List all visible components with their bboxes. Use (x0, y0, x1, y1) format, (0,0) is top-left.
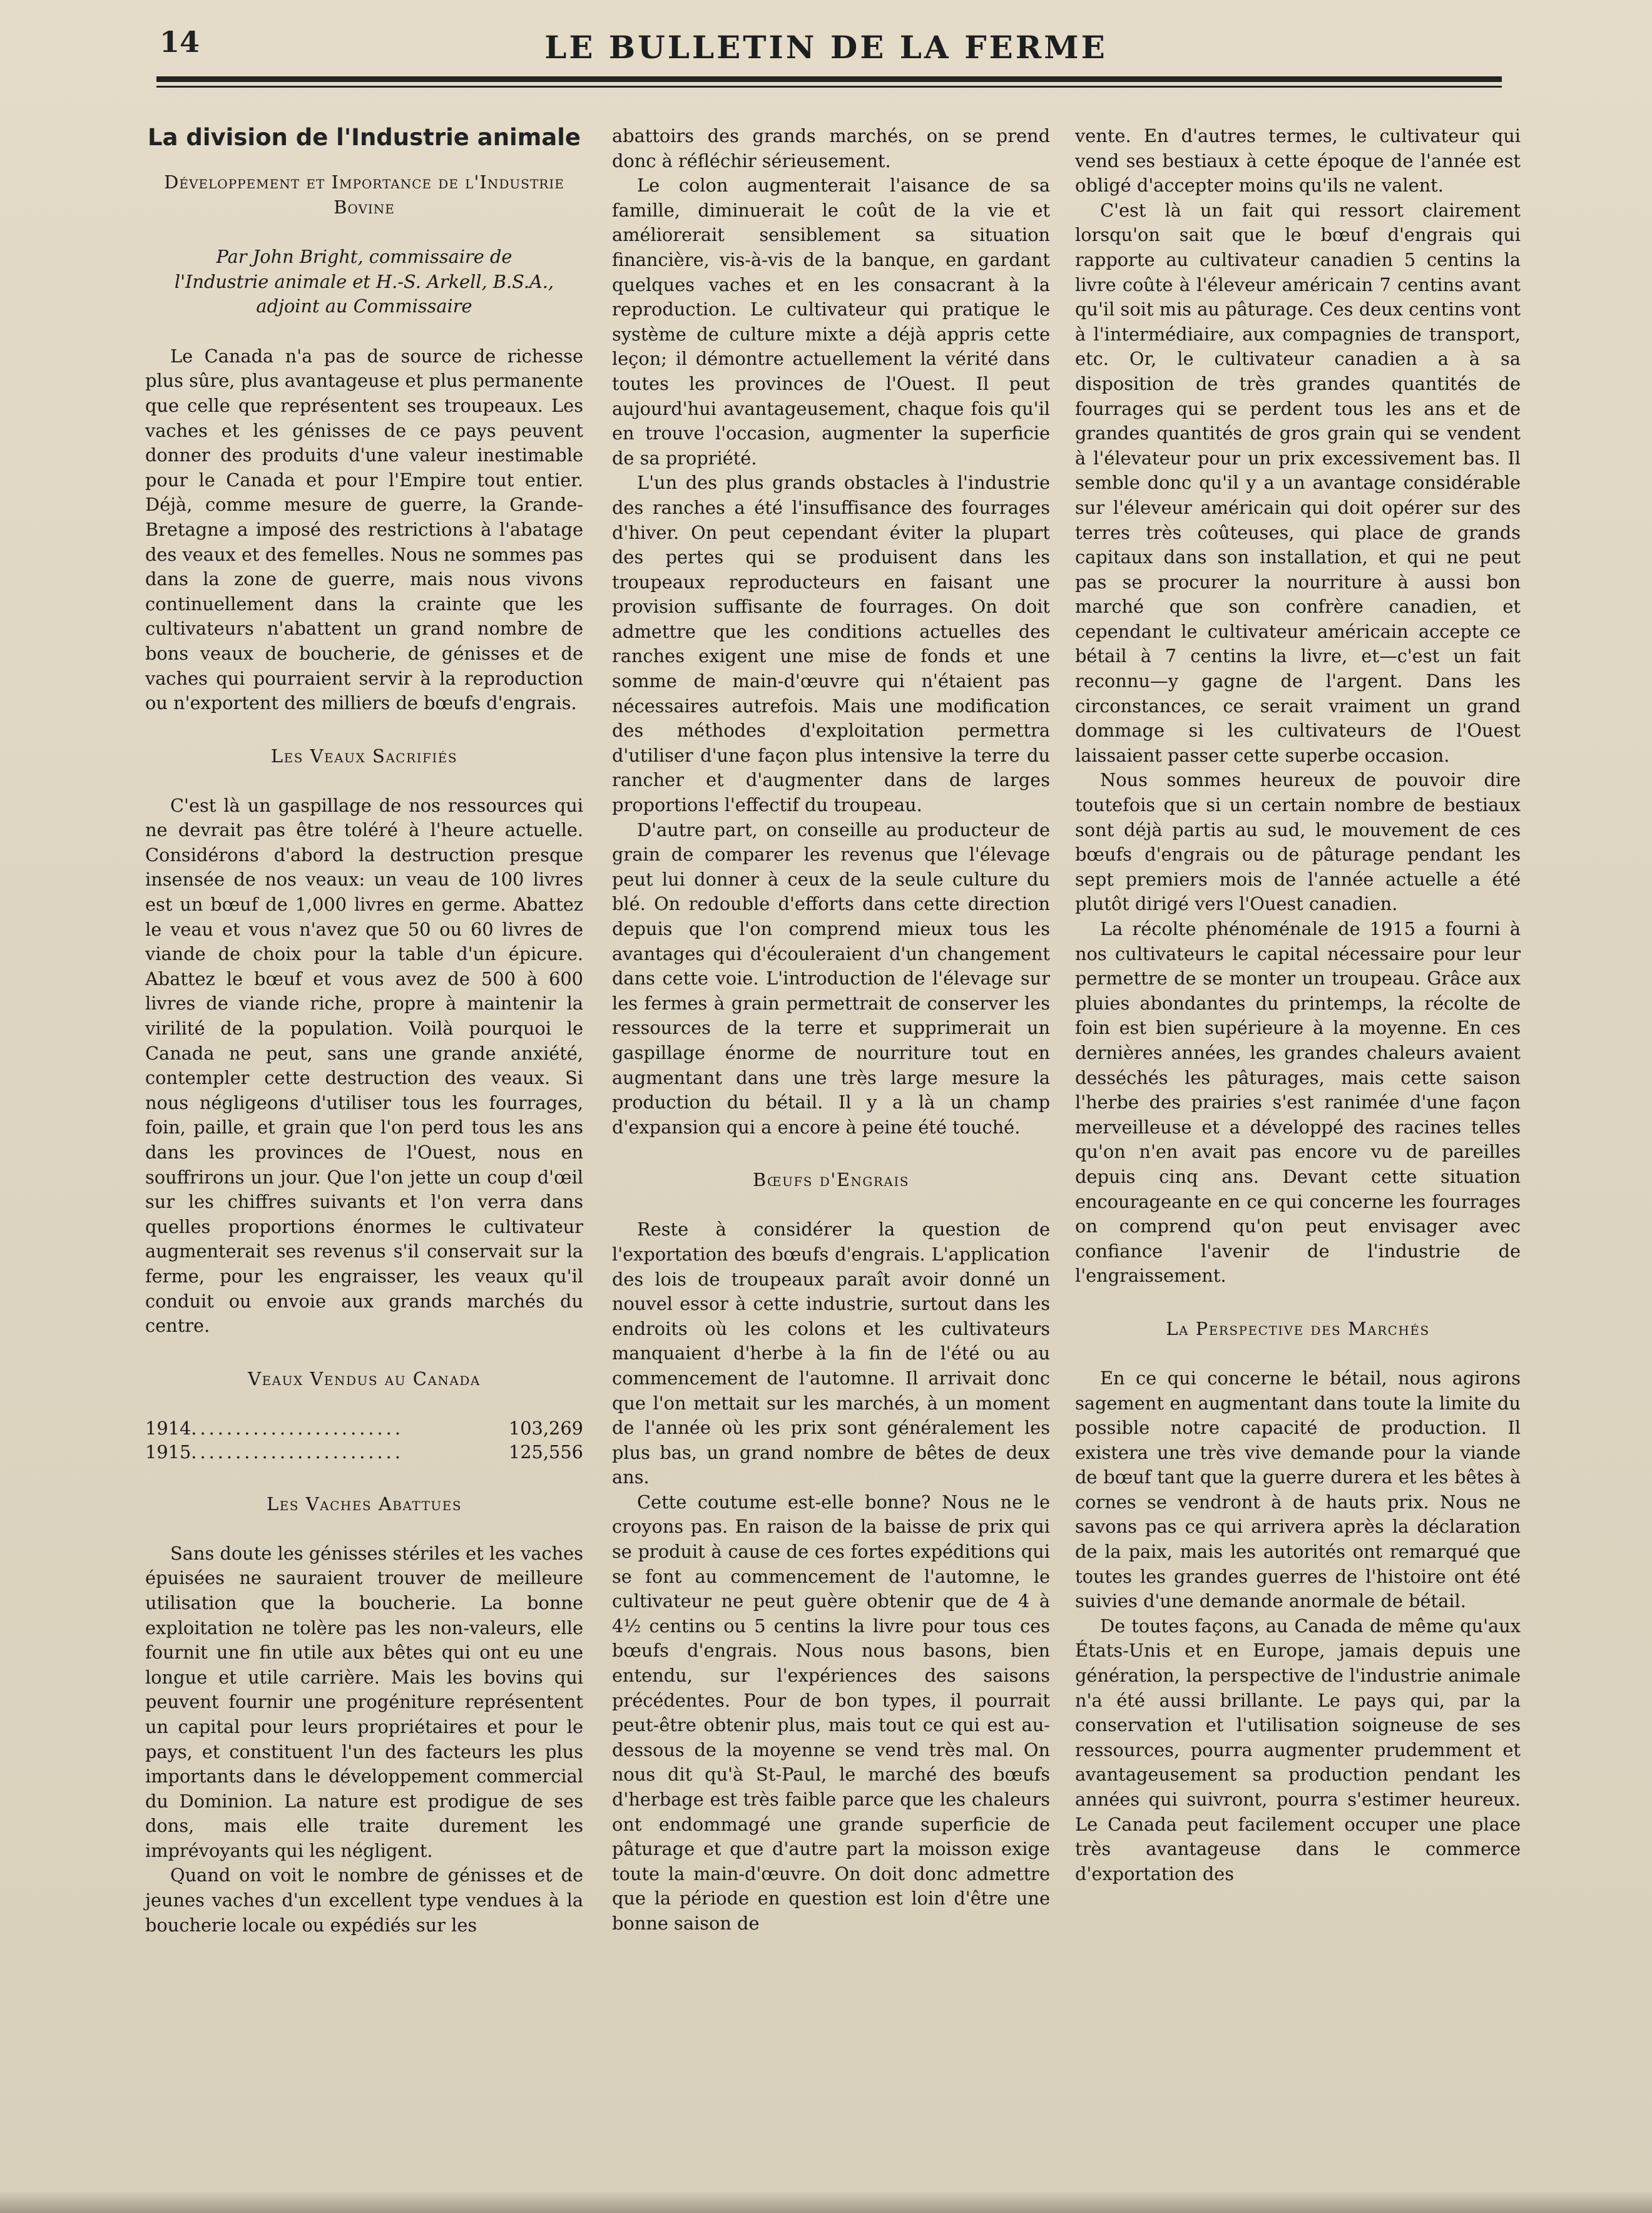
section-heading-veaux-vendus: Veaux Vendus au Canada (248, 1367, 481, 1389)
header-rule-thick (156, 76, 1502, 82)
paragraph-col3-4: La récolte phénoménale de 1915 a fourni à nos cultivateurs le capital nécessaire pour leur permettre de se monter un troupeau. Grâce aux pluies abondantes du printemps, la récolte de foin est bien supérieure à la moyenne. En ces dernières années, les grandes chaleurs avaient desséchés les pâturages, mais cette saison l'herbe des prairies s'est ranimée d'une façon merveilleuse et a développé des racines telles qu'on n'en avait pas encore vu de pareilles depuis cinq ans. Devant cette situation encourageante en ce qui concerne les fourrages on comprend qu'on peut envisager avec confiance l'avenir de l'industrie de l'engraissement. (1075, 918, 1521, 1287)
table-value: 125,556 (508, 1441, 583, 1463)
paragraph-col2-3: L'un des plus grands obstacles à l'industrie des ranches a été l'insuffisance des fourrages d'hiver. On peut cependant éviter la plupart des pertes qui se produisent dans les troupeaux reproducteurs en faisant une provision suffisante de fourrages. On doit admettre que les conditions actuelles des ranches exigent une mise de fonds et une somme de main-d'œuvre qui n'étaient pas nécessaires autrefois. Mais une modification des méthodes d'exploitation permettra d'utiliser d'une façon plus intensive la terre du rancher et d'augmenter dans de larges proportions l'effectif du troupeau. (612, 472, 1050, 816)
paragraph-perspective-2: De toutes façons, au Canada de même qu'aux États-Unis et en Europe, jamais depuis une génération, la perspective de l'industrie animale n'a été aussi brillante. Le pays qui, par la conservation et l'utilisation soigneuse de ses ressources, pourra augmenter prudemment et avantageusement sa production pendant les années qui suivront, pourra s'estimer heureux. Le Canada peut facilement occuper une place très avantageuse dans le commerce d'exportation des (1075, 1615, 1521, 1884)
column-2 (612, 124, 1050, 1936)
header-rule-thin (156, 86, 1502, 88)
page-number: 14 (160, 25, 200, 59)
section-heading-perspective: La Perspective des Marchés (1166, 1317, 1430, 1339)
paragraph-col2-2: Le colon augmenterait l'aisance de sa famille, diminuerait le coût de la vie et améliorerait sensiblement sa situation financière, vis-à-vis de la banque, en gardant quelques vaches et en les consacrant à la reproduction. Le cultivateur qui pratique le système de culture mixte a déjà appris cette leçon; il démontre actuellement la vérité dans toutes les provinces de l'Ouest. Il peut aujourd'hui avantageusement, chaque fois qu'il en trouve l'occasion, augmenter la superficie de sa propriété. (612, 175, 1050, 469)
table-value: 103,269 (508, 1417, 583, 1439)
paragraph-col2-4: D'autre part, on conseille au producteur de grain de comparer les revenus que l'élevage peut lui donner à ceux de la seule culture du blé. On redouble d'efforts dans cette direction depuis que l'on comprend mieux tous les avantages qui d'écouleraient d'un changement dans cette voie. L'introduction de l'élevage sur les fermes à grain permettrait de conserver les ressources de la terre et supprimerait un gaspillage énorme de nourriture tout en augmentant dans une très large mesure la production du bétail. Il y a là un champ d'expansion qui a encore à peine été touché. (612, 819, 1050, 1138)
paragraph-veaux-sacrifies: C'est là un gaspillage de nos ressources qui ne devrait pas être toléré à l'heure actuelle. Considérons d'abord la destruction presque insensée de nos veaux: un veau de 100 livres est un bœuf de 1,000 livres en germe. Abattez le veau et vous n'avez que 50 ou 60 livres de viande de choix pour la table d'un épicure. Abattez le bœuf et vous avez de 500 à 600 livres de viande riche, propre à maintenir la virilité de la population. Voilà pourquoi le Canada ne peut, sans une grande anxiété, contempler cette destruction des veaux. Si nous négligeons d'utiliser tous les fourrages, foin, paille, et grain que l'on perd tous les ans dans les provinces de l'Ouest, nous en souffrirons un jour. Que l'on jette un coup d'œil sur les chiffres suivants et l'on verra dans quelles proportions énormes le cultivateur augmenterait ses revenus s'il conservait sur la ferme, pour les engraisser, les veaux qu'il conduit ou envoie aux grands marchés du centre. (145, 794, 583, 1337)
paragraph-col3-2: C'est là un fait qui ressort clairement lorsqu'on sait que le bœuf d'engrais qui rapporte au cultivateur canadien 5 centins la livre coûte à l'éleveur américain 7 centins avant qu'il soit mis au pâturage. Ces deux centins vont à l'intermédiaire, aux compagnies de transport, etc. Or, le cultivateur canadien a à sa disposition de très grandes quantités de fourrages qui se perdent tous les ans et de grandes quantités de gros grain qui se vendent à l'élevateur pour un prix excessivement bas. Il semble donc qu'il y a un avantage considérable sur l'éleveur américain qui doit opérer sur des terres très coûteuses, qui place de grands capitaux dans son installation, et qui ne peut pas se procurer la nourriture à aussi bon marché que son confrère canadien, et cependant le cultivateur américain accepte ce bétail à 7 centins la livre, et—c'est un fait reconnu—y gagne de l'argent. Dans les circonstances, ce serait vraiment un grand dommage si les cultivateurs de l'Ouest laissaient passer cette superbe occasion. (1075, 199, 1521, 766)
paragraph-perspective-1: En ce qui concerne le bétail, nous agirons sagement en augmentant dans toute la limite du possible notre capacité de production. Il existera une très vive demande pour la viande de bœuf tant que la guerre durera et les bêtes à cornes se vendront à de hauts prix. Nous ne savons pas ce qui arrivera après la déclaration de la paix, mais les autorités ont remarqué que toutes les grandes guerres de l'histoire ont été suivies d'une demande anormale de bétail. (1075, 1367, 1521, 1612)
paragraph-vaches-abattues-1: Sans doute les génisses stériles et les vaches épuisées ne sauraient trouver de meilleure utilisation que la boucherie. La bonne exploitation ne tolère pas les non-valeurs, elle fournit une fin utile aux bêtes qui ont eu une longue et utile carrière. Mais les bovins qui peuvent fournir une progéniture représentent un capital pour leurs propriétaires et pour le pays, et constituent l'un des facteurs les plus importants dans le développement commercial du Dominion. La nature est prodigue de ses dons, mais elle traite durement les imprévoyants qui les négligent. (145, 1542, 583, 1861)
paragraph-boeufs-2: Cette coutume est-elle bonne? Nous ne le croyons pas. En raison de la baisse de prix qui se produit à cause de ces fortes expéditions qui se font au commencement de l'automne, le cultivateur ne peut guère obtenir que de 4 à 4½ centins ou 5 centins la livre pour tous ces bœufs d'engrais. Nous nous basons, bien entendu, sur l'expériences des saisons précédentes. Pour de bon types, il pourrait peut-être obtenir plus, mais tout ce qui est au-dessous de la moyenne se vend très mal. On nous dit qu'à St-Paul, le marché des bœufs d'herbage est très faible parce que les chaleurs ont endommagé une grande superficie de pâturage et que d'autre part la moisson exige toute la main-d'œuvre. On doit donc admettre que la période en question est loin d'être une bonne saison de (612, 1491, 1050, 1934)
column-3 (1075, 124, 1521, 1886)
article-byline: Par John Bright, commissaire de l'Industrie animale et H.-S. Arkell, B.S.A., adjoint au Commissaire (174, 246, 554, 317)
article-subtitle: Développement et Importance de l'Industrie Bovine (164, 171, 564, 218)
article-title: La division de l'Industrie animale (147, 124, 581, 151)
paragraph-boeufs-1: Reste à considérer la question de l'exportation des bœufs d'engrais. L'application des lois de troupeaux paraît avoir donné un nouvel essor à cette industrie, surtout dans les endroits où les colons et les cultivateurs manquaient d'herbe à la fin de l'été ou au commencement de l'automne. Il arrivait donc que l'on mettait sur les marchés, à un moment de l'année où les prix sont généralement les plus bas, un grand nombre de bêtes de deux ans. (612, 1219, 1050, 1488)
section-heading-boeufs-engrais: Bœufs d'Engrais (753, 1169, 909, 1191)
paragraph-intro: Le Canada n'a pas de source de richesse plus sûre, plus avantageuse et plus permanente que celle que représentent ses troupeaux. Les vaches et les génisses de ce pays peuvent donner des produits d'une valeur inestimable pour le Canada et pour l'Empire tout entier. Déjà, comme mesure de guerre, la Grande-Bretagne a imposé des restrictions à l'abatage des veaux et des femelles. Nous ne sommes pas dans la zone de guerre, mais nous vivons continuellement dans la crainte que les cultivateurs n'abattent un grand nombre de bons veaux de boucherie, de génisses et de vaches qui pourraient servir à la reproduction ou n'exportent des milliers de bœufs d'engrais. (145, 345, 583, 714)
section-heading-veaux-sacrifies: Les Veaux Sacrifiés (270, 745, 458, 767)
paragraph-col3-1: vente. En d'autres termes, le cultivateur qui vend ses bestiaux à cette époque de l'année est obligé d'accepter moins qu'ils ne valent. (1075, 125, 1521, 197)
column-1 (145, 124, 583, 1938)
section-heading-vaches-abattues: Les Vaches Abattues (266, 1493, 462, 1515)
publication-title: LE BULLETIN DE LA FERME (544, 29, 1108, 66)
table-year: 1914 (145, 1417, 191, 1439)
table-row (145, 1416, 583, 1440)
table-leader-dots: ........................ (191, 1441, 404, 1463)
table-year: 1915 (145, 1441, 191, 1463)
paragraph-col2-1: abattoirs des grands marchés, on se prend donc à réfléchir sérieusement. (612, 125, 1050, 171)
paragraph-vaches-abattues-2: Quand on voit le nombre de génisses et de jeunes vaches d'un excellent type vendues à la boucherie locale ou expédiés sur les (145, 1864, 583, 1936)
paragraph-col3-3: Nous sommes heureux de pouvoir dire toutefois que si un certain nombre de bestiaux sont déjà partis au sud, le mouvement de ces bœufs d'engrais ou de pâturage pendant les sept premiers mois de l'année actuelle a été plutôt dirigé vers l'Ouest canadien. (1075, 769, 1521, 915)
table-leader-dots: ........................ (191, 1417, 404, 1439)
page-bottom-shadow (0, 2190, 1652, 2213)
table-row (145, 1440, 583, 1464)
veaux-vendus-table (145, 1416, 583, 1464)
